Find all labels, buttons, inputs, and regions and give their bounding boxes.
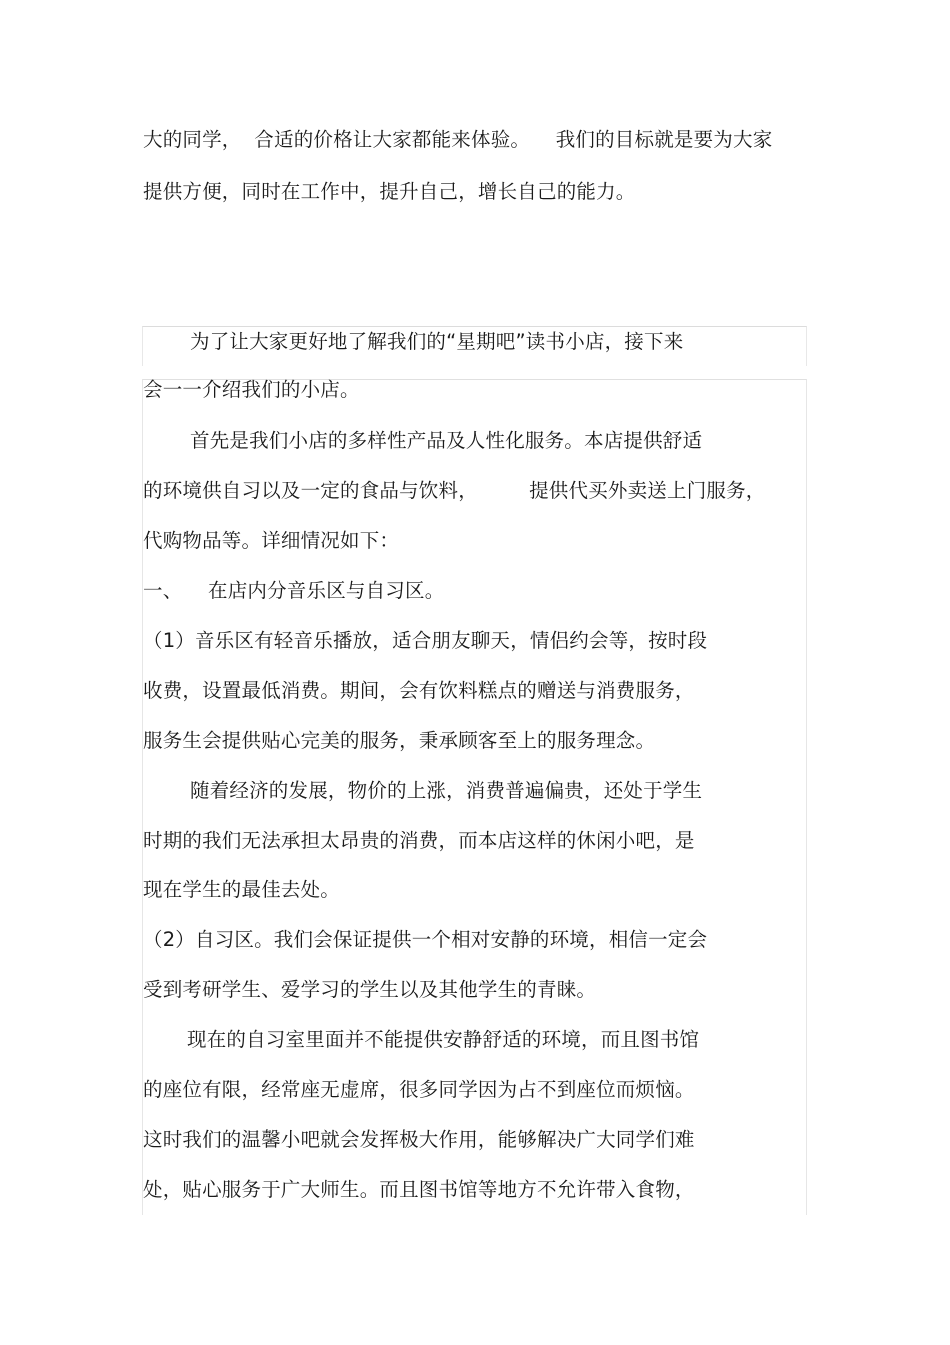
paragraph-line: 的环境供自习以及一定的食品与饮料， 提供代买外卖送上门服务，	[143, 479, 766, 502]
paragraph-line: 受到考研学生、爱学习的学生以及其他学生的青睐。	[143, 978, 597, 1001]
paragraph-line: 时期的我们无法承担太昂贵的消费，而本店这样的休闲小吧，是	[143, 829, 695, 852]
paragraph-line: 处，贴心服务于广大师生。而且图书馆等地方不允许带入食物，	[143, 1178, 695, 1201]
paragraph-line: 首先是我们小店的多样性产品及人性化服务。本店提供舒适	[190, 429, 703, 452]
list-item-line: （1）音乐区有轻音乐播放，适合朋友聊天，情侣约会等，按时段	[143, 629, 708, 652]
list-item-line: （2）自习区。我们会保证提供一个相对安静的环境，相信一定会	[143, 928, 708, 951]
paragraph-line: 收费，设置最低消费。期间，会有饮料糕点的赠送与消费服务，	[143, 679, 695, 702]
paragraph-line: 服务生会提供贴心完美的服务，秉承顾客至上的服务理念。	[143, 729, 656, 752]
paragraph-line: 现在学生的最佳去处。	[143, 878, 341, 901]
paragraph-line: 的座位有限，经常座无虚席，很多同学因为占不到座位而烦恼。	[143, 1078, 695, 1101]
paragraph-line: 这时我们的温馨小吧就会发挥极大作用，能够解决广大同学们难	[143, 1128, 695, 1151]
paragraph-line: 大的同学， 合适的价格让大家都能来体验。 我们的目标就是要为大家	[143, 128, 773, 151]
paragraph-line: 会一一介绍我们的小店。	[143, 378, 360, 401]
paragraph-line: 提供方便，同时在工作中，提升自己，增长自己的能力。	[143, 180, 636, 203]
section-intro-line: 为了让大家更好地了解我们的“星期吧”读书小店，接下来	[190, 330, 684, 353]
paragraph-line: 代购物品等。详细情况如下：	[143, 529, 400, 552]
paragraph-line: 随着经济的发展，物价的上涨，消费普遍偏贵，还处于学生	[190, 779, 703, 802]
list-heading: 一、 在店内分音乐区与自习区。	[143, 579, 445, 602]
paragraph-line: 现在的自习室里面并不能提供安静舒适的环境，而且图书馆	[187, 1028, 700, 1051]
